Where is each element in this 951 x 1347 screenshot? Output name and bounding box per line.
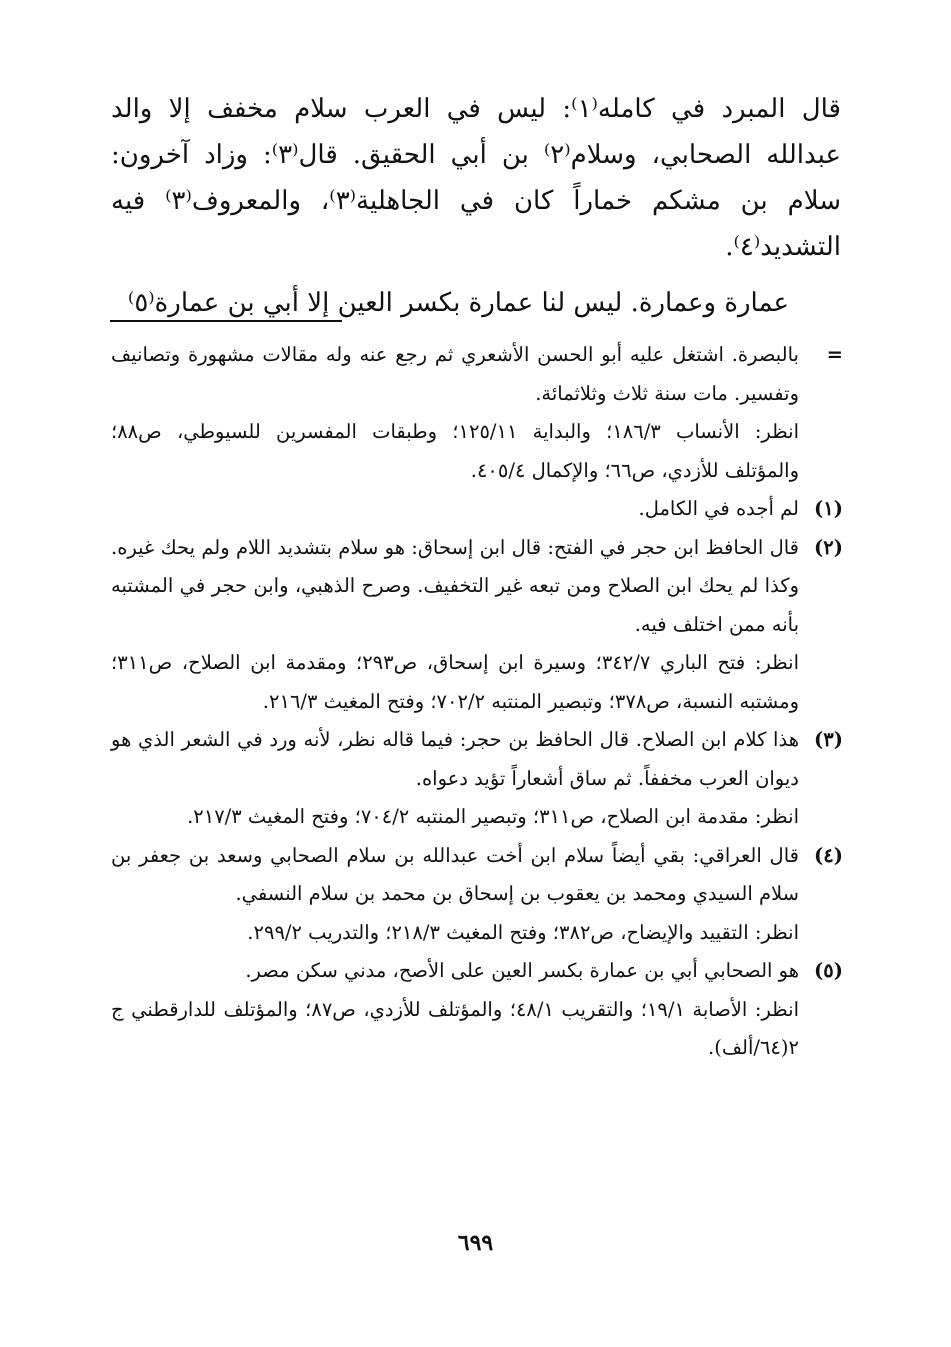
footnote-text: لم أجده في الكامل.: [638, 497, 799, 520]
footnote-text: هو الصحابي أبي بن عمارة بكسر العين على الأصح، مدني سكن مصر.: [245, 959, 799, 982]
main-paragraph: عمارة وعمارة. ليس لنا عمارة بكسر العين إلا أبي بن عمارة⁽٥⁾: [127, 288, 789, 318]
main-paragraph: قال المبرد في كامله⁽١⁾: ليس في العرب سلام مخفف إلا والد عبدالله الصحابي، وسلام⁽٢⁾ بن أبي الحقيق. قال⁽٣⁾: وزاد آخرون: سلام بن مشكم خماراً كان في الجاهلية⁽٣⁾، والمعروف⁽٣⁾ فيه التشديد⁽٤⁾.: [111, 94, 842, 262]
footnote-reference: انظر: الأصابة ١٩/١؛ والتقريب ٤٨/١؛ والمؤتلف للأزدي، ص٨٧؛ والمؤتلف للدارقطني ج ٢(٦٤/ألف).: [111, 997, 799, 1059]
footnote-separator: [110, 320, 342, 322]
footnote-4: [111, 837, 843, 953]
footnote-reference: انظر: مقدمة ابن الصلاح، ص٣١١؛ وتبصير المنتبه ٧٠٤/٢؛ وفتح المغيث ٢١٧/٣.: [187, 805, 799, 828]
footnote-continued: [111, 336, 843, 490]
footnote-reference: انظر: التقييد والإيضاح، ص٣٨٢؛ وفتح المغيث ٢١٨/٣؛ والتدريب ٢٩٩/٢.: [247, 920, 799, 944]
footnote-5: [111, 952, 843, 1068]
footnote-marker: (٥): [814, 959, 843, 982]
footnote-text: قال الحافظ ابن حجر في الفتح: قال ابن إسحاق: هو سلام بتشديد اللام ولم يحك غيره. وكذا لم يحك ابن الصلاح ومن تبعه غير التخفيف. وصرح الذهبي، وابن حجر في المشتبه بأنه ممن اختلف فيه.: [111, 535, 799, 636]
footnote-marker: (٤): [814, 843, 843, 867]
footnote-reference: انظر: فتح الباري ٣٤٢/٧؛ وسيرة ابن إسحاق، ص٢٩٣؛ ومقدمة ابن الصلاح، ص٣١١؛ ومشتبه النسبة، ص٣٧٨؛ وتبصير المنتبه ٧٠٢/٢؛ وفتح المغيث ٢١٦/٣.: [111, 651, 799, 713]
footnote-reference: انظر: الأنساب ١٨٦/٣؛ والبداية ١٢٥/١١؛ وطبقات المفسرين للسيوطي، ص٨٨؛ والمؤتلف للأزدي، ص٦٦؛ والإكمال ٤٠٥/٤.: [111, 420, 800, 482]
footnotes: [111, 336, 843, 1068]
footnote-marker: (٢): [814, 535, 843, 559]
footnote-3: [111, 721, 843, 837]
footnote-text: قال العراقي: بقي أيضاً سلام ابن أخت عبدالله بن سلام الصحابي وسعد بن جعفر بن سلام السيدي ومحمد بن يعقوب بن إسحاق بن محمد بن سلام النسفي.: [111, 843, 799, 905]
footnote-2: [111, 529, 843, 722]
footnote-1: [111, 490, 843, 529]
footnote-marker: =: [826, 343, 843, 366]
footnote-text: هذا كلام ابن الصلاح. قال الحافظ بن حجر: فيما قاله نظر، لأنه ورد في الشعر الذي هو ديوان العرب مخففاً. ثم ساق أشعاراً تؤيد دعواه.: [111, 728, 799, 790]
page-number: ٦٩٩: [457, 1230, 494, 1256]
footnote-marker: (٣): [814, 728, 843, 751]
footnote-marker: (١): [814, 497, 843, 520]
main-text: [111, 86, 841, 336]
footnote-text: بالبصرة. اشتغل عليه أبو الحسن الأشعري ثم رجع عنه وله مقالات مشهورة وتصانيف وتفسير. مات سنة ثلاث وثلاثمائة.: [111, 343, 799, 405]
